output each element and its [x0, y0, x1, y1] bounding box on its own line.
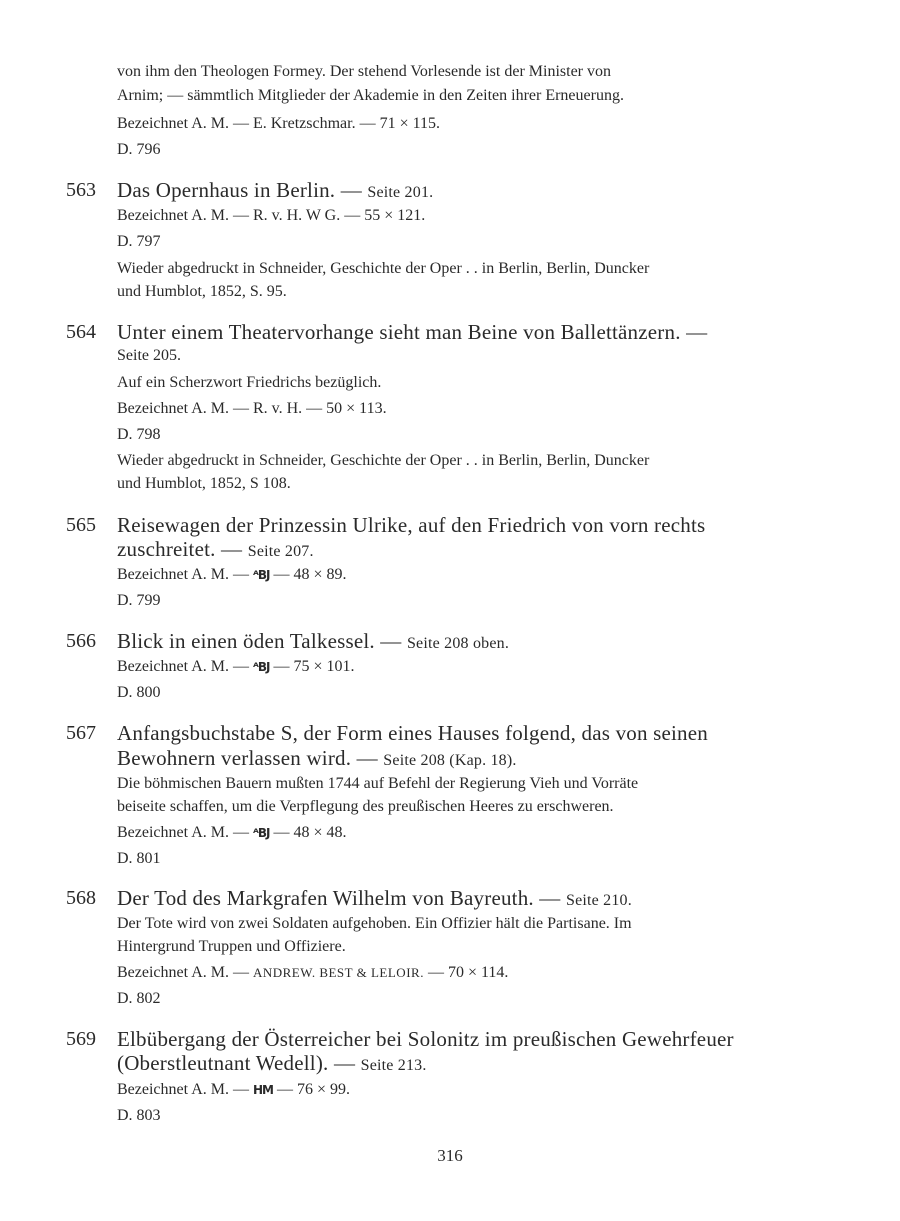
page-reference: Seite 210. — [565, 892, 632, 909]
page-number: 316 — [437, 1146, 463, 1165]
artist-monogram: HM — [252, 1083, 273, 1097]
title-text: (Oberstleutnant Wedell). — — [117, 1051, 356, 1075]
marking-suffix: — 48 × 89. — [273, 566, 347, 583]
entry-description-line-1: Der Tote wird von zwei Soldaten aufgehoben. Ein Offizier hält die Partisane. Im — [117, 915, 632, 932]
entry-description: Auf ein Scherzwort Friedrichs bezüglich. — [117, 374, 382, 391]
marking-suffix: — 75 × 101. — [273, 658, 355, 675]
entry-d-number: D. 799 — [117, 592, 161, 609]
entry-title-line-1: Elbübergang der Österreicher bei Solonitz im preußischen Gewehrfeuer — [117, 1027, 734, 1051]
entry-number: 565 — [66, 514, 96, 536]
entry-note-line-1: Wieder abgedruckt in Schneider, Geschichte der Oper . . in Berlin, Berlin, Duncker — [117, 260, 650, 277]
entry-number: 567 — [66, 722, 96, 744]
title-text: Das Opernhaus in Berlin. — — [117, 178, 362, 202]
page-reference: Seite 213. — [360, 1057, 427, 1074]
entry-d-number: D. 801 — [117, 850, 161, 867]
title-text: Bewohnern verlassen wird. — — [117, 746, 378, 770]
entry-title-line-2 — [117, 1052, 822, 1077]
entry-title-line-2 — [117, 538, 822, 563]
marking-prefix: Bezeichnet A. M. — — [117, 964, 249, 981]
entry-number: 566 — [66, 630, 96, 652]
entry-d-number: D. 802 — [117, 990, 161, 1007]
entry-d-number: D. 798 — [117, 426, 161, 443]
artist-monogram: ᴬBJ — [252, 826, 270, 840]
entry-title-line-1: Reisewagen der Prinzessin Ulrike, auf den Friedrich von vorn rechts — [117, 513, 706, 537]
entry-note-line-2: und Humblot, 1852, S 108. — [117, 475, 291, 492]
entry-title-line-2 — [117, 747, 822, 772]
marking-prefix: Bezeichnet A. M. — — [117, 566, 249, 583]
entry-description-line-2: Hintergrund Truppen und Offiziere. — [117, 938, 346, 955]
entry-marking: Bezeichnet A. M. — R. v. H. W G. — 55 × 121. — [117, 207, 426, 224]
marking-suffix: — 70 × 114. — [427, 964, 509, 981]
page-reference: Seite 201. — [367, 184, 434, 201]
title-text: Der Tod des Markgrafen Wilhelm von Bayreuth. — — [117, 886, 561, 910]
intro-line-2: Arnim; — sämmtlich Mitglieder der Akademie in den Zeiten ihrer Erneuerung. — [117, 87, 624, 104]
artist-monogram: ᴬBJ — [252, 568, 270, 582]
intro-marking: Bezeichnet A. M. — E. Kretzschmar. — 71 × 115. — [117, 115, 441, 132]
marking-prefix: Bezeichnet A. M. — — [117, 658, 249, 675]
engraver-names: ANDREW. BEST & LELOIR. — [252, 965, 424, 980]
entry-marking — [117, 565, 822, 585]
marking-suffix: — 76 × 99. — [276, 1081, 350, 1098]
entry-number: 564 — [66, 321, 96, 343]
entry-d-number: D. 797 — [117, 233, 161, 250]
entry-title — [117, 179, 822, 204]
entry-marking — [117, 823, 822, 843]
entry-marking — [117, 1080, 822, 1100]
marking-prefix: Bezeichnet A. M. — — [117, 824, 249, 841]
entry-number: 569 — [66, 1028, 96, 1050]
entry-marking — [117, 963, 822, 983]
entry-d-number: D. 800 — [117, 684, 161, 701]
artist-monogram: ᴬBJ — [252, 660, 270, 674]
page-reference: Seite 208 (Kap. 18). — [383, 752, 517, 769]
entry-title — [117, 630, 822, 655]
title-text: zuschreitet. — — [117, 537, 243, 561]
entry-note-line-1: Wieder abgedruckt in Schneider, Geschichte der Oper . . in Berlin, Berlin, Duncker — [117, 452, 650, 469]
marking-suffix: — 48 × 48. — [273, 824, 347, 841]
intro-line-1: von ihm den Theologen Formey. Der stehend Vorlesende ist der Minister von — [117, 63, 611, 80]
entry-number: 563 — [66, 179, 96, 201]
intro-d-number: D. 796 — [117, 141, 161, 158]
entry-d-number: D. 803 — [117, 1107, 161, 1124]
entry-marking — [117, 657, 822, 677]
entry-description-line-2: beiseite schaffen, um die Verpflegung des preußischen Heeres zu erschweren. — [117, 798, 614, 815]
entry-title-line-1: Anfangsbuchstabe S, der Form eines Hauses folgend, das von seinen — [117, 721, 708, 745]
page-reference: Seite 207. — [247, 543, 314, 560]
entry-marking: Bezeichnet A. M. — R. v. H. — 50 × 113. — [117, 400, 387, 417]
title-text: Blick in einen öden Talkessel. — — [117, 629, 402, 653]
page-reference: Seite 208 oben. — [406, 635, 510, 652]
page-reference: Seite 205. — [117, 347, 181, 364]
entry-number: 568 — [66, 887, 96, 909]
entry-note-line-2: und Humblot, 1852, S. 95. — [117, 283, 287, 300]
entry-title: Unter einem Theatervorhange sieht man Beine von Ballettänzern. — — [117, 320, 708, 344]
marking-prefix: Bezeichnet A. M. — — [117, 1081, 249, 1098]
entry-description-line-1: Die böhmischen Bauern mußten 1744 auf Befehl der Regierung Vieh und Vorräte — [117, 775, 639, 792]
entry-title — [117, 887, 822, 912]
